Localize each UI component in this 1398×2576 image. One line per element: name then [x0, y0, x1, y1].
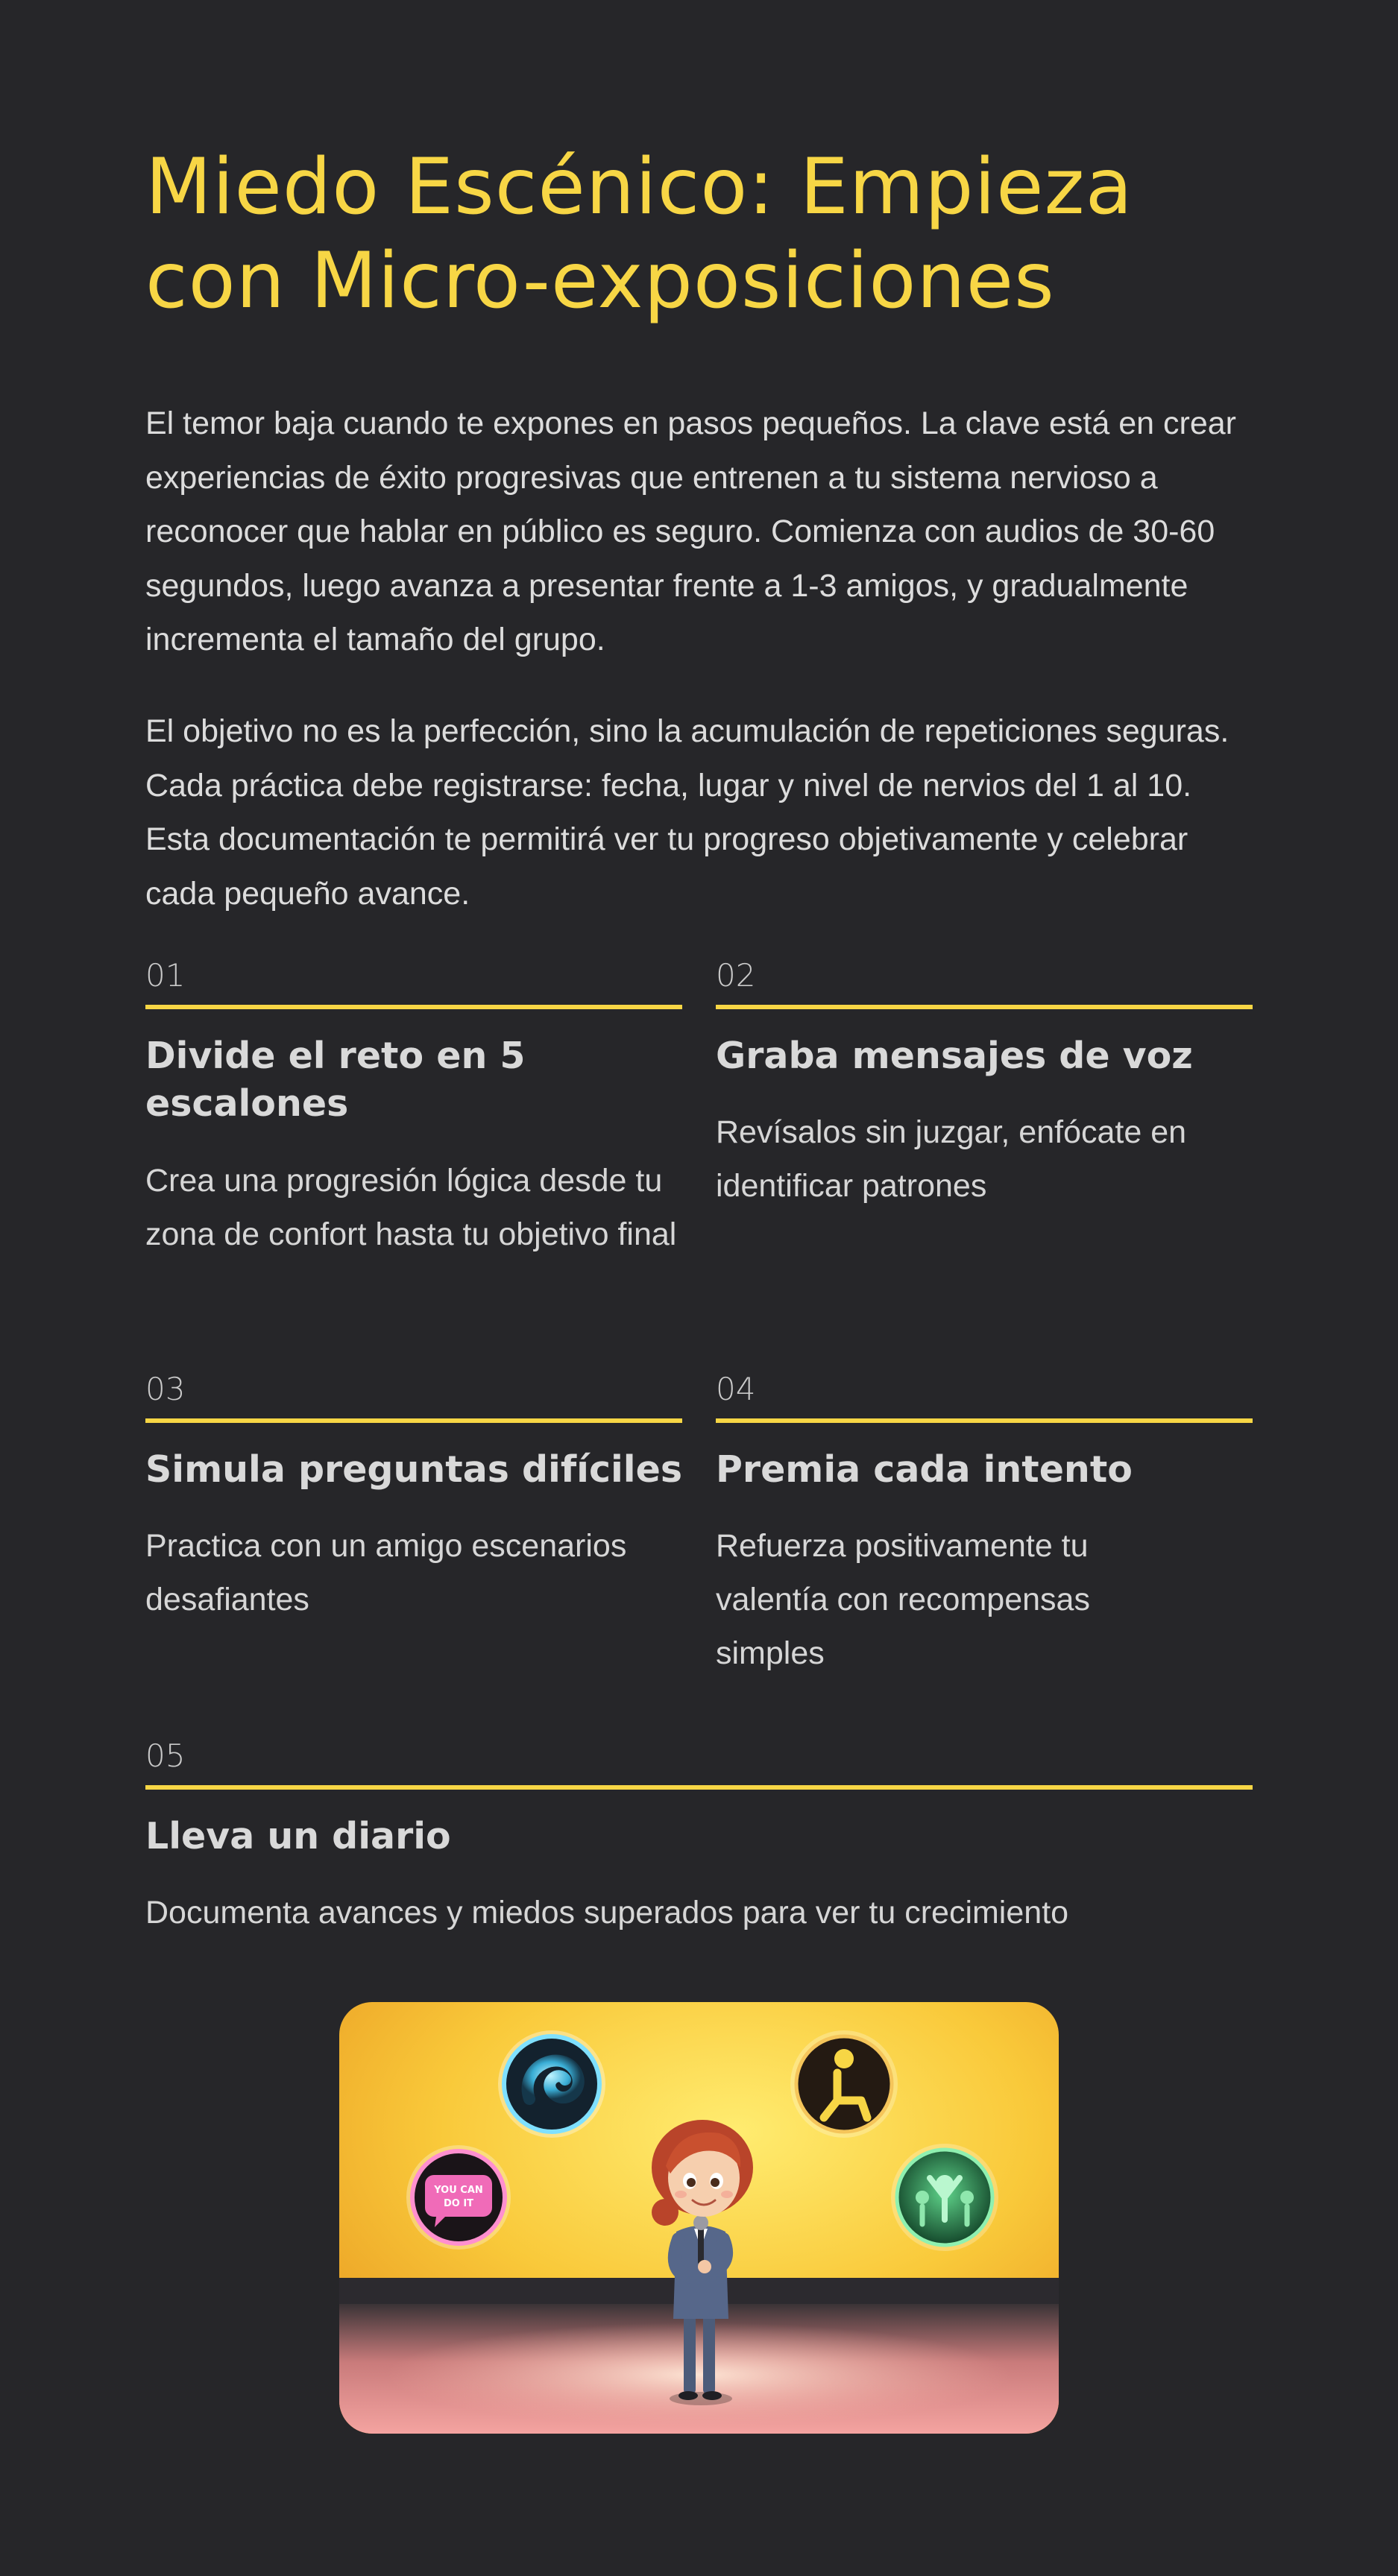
step-title: Graba mensajes de voz — [716, 1035, 1193, 1077]
step-number: 02 — [716, 957, 756, 994]
svg-text:YOU CAN: YOU CAN — [434, 2185, 483, 2196]
crowd-cheering-orb-icon — [891, 2144, 998, 2251]
step-divider — [145, 1785, 1253, 1790]
step-title: Lleva un diario — [145, 1815, 451, 1857]
svg-text:DO IT: DO IT — [443, 2198, 474, 2209]
step-number: 04 — [716, 1371, 756, 1407]
step-description: Crea una progresión lógica desde tu zona de confort hasta tu objetivo final — [145, 1163, 677, 1252]
page-title-line-2: con Micro-exposiciones — [145, 236, 1055, 326]
step-number: 05 — [145, 1737, 186, 1774]
person-figure-orb-icon — [790, 2030, 898, 2138]
step-description: Refuerza positivamente tu valentía con recompensas simples — [716, 1528, 1090, 1671]
intro-paragraph-2: El objetivo no es la perfección, sino la acumulación de repeticiones seguras. Cada práctica debe registrarse: fecha, lugar y nivel de nervios del 1 al 10. Esta documentación te permitirá ver tu progreso objetivamente y celebrar cada pequeño avance. — [145, 713, 1229, 912]
encouragement-bubble-icon — [406, 2145, 511, 2250]
step-divider — [716, 1418, 1253, 1423]
step-description: Documenta avances y miedos superados para ver tu crecimiento — [145, 1895, 1069, 1931]
page-title — [145, 140, 1253, 328]
step-title: Divide el reto en 5 escalones — [145, 1035, 526, 1125]
step-description: Practica con un amigo escenarios desafiantes — [145, 1528, 627, 1617]
intro-paragraph-1: El temor baja cuando te expones en pasos pequeños. La clave está en crear experiencias de éxito progresivas que entrenen a tu sistema nervioso a reconocer que hablar en público es seguro. Comienza con audios de 30-60 segundos, luego avanza a presentar frente a 1-3 amigos, y gradualmente incrementa el tamaño del grupo. — [145, 405, 1236, 657]
step-divider — [716, 1005, 1253, 1009]
step-title: Simula preguntas difíciles — [145, 1448, 682, 1491]
step-number: 03 — [145, 1371, 186, 1407]
page-title-line-1: Miedo Escénico: Empieza — [145, 142, 1133, 232]
stage-scene-image — [339, 2002, 1059, 2434]
step-divider — [145, 1418, 682, 1423]
step-number: 01 — [145, 957, 186, 994]
step-description: Revísalos sin juzgar, enfócate en identificar patrones — [716, 1114, 1187, 1204]
swirl-orb-icon — [498, 2030, 605, 2138]
step-divider — [145, 1005, 682, 1009]
step-title: Premia cada intento — [716, 1448, 1133, 1491]
speaker-illustration — [339, 2002, 1059, 2434]
